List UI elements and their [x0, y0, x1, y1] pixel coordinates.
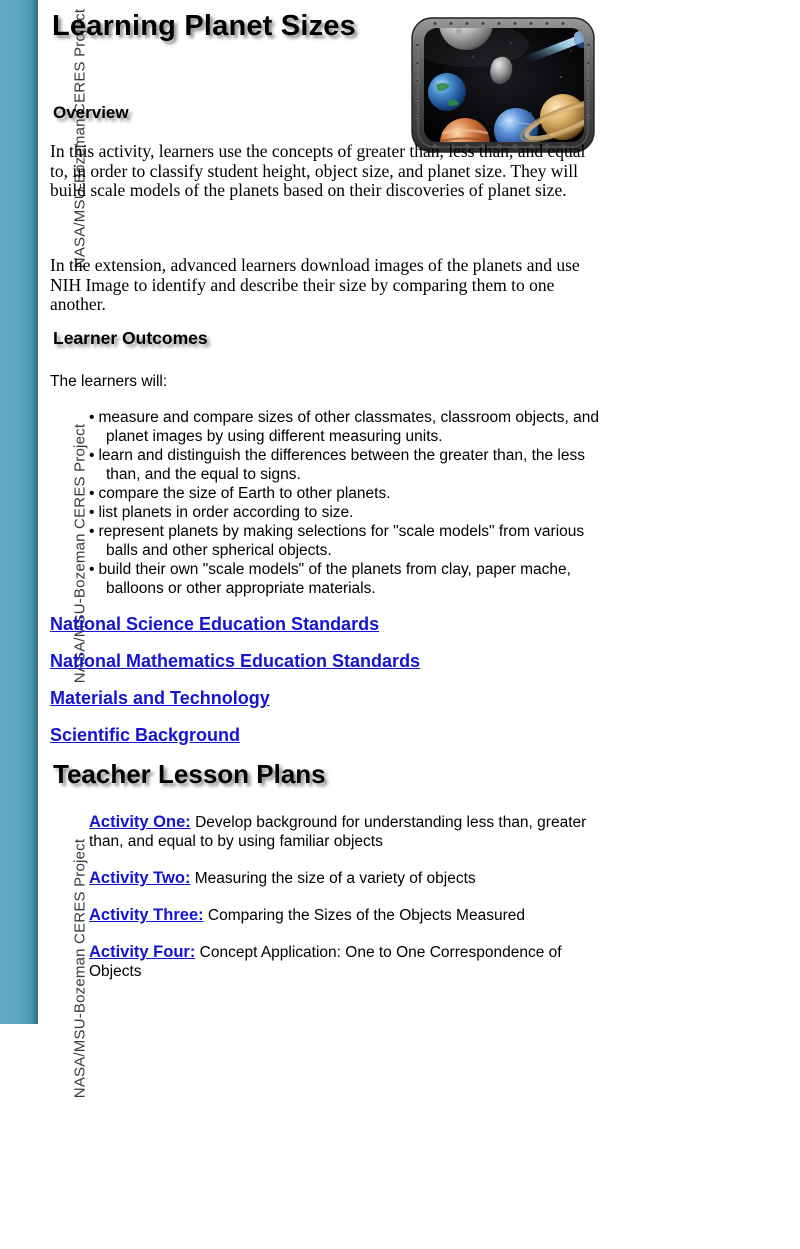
planets-space-scene-image [411, 17, 597, 155]
link-national-science-education-standards[interactable]: National Science Education Standards [50, 614, 380, 634]
overview-paragraph-1: In this activity, learners use the concepts of greater than, less than, and equal to, in order to classify student height, object size, and planet size. They will build scale models of the planets based on their discoveries of planet size. [50, 141, 586, 201]
bullet-icon: • [89, 409, 95, 426]
list-item [89, 522, 609, 560]
activity-row [89, 906, 609, 925]
list-item [89, 503, 609, 522]
overview-paragraph-2: In the extension, advanced learners download images of the planets and use NIH Image to identify and describe their size by comparing them to one another. [50, 255, 580, 315]
teacher-lesson-plans-heading: Teacher Lesson Plans [53, 759, 326, 789]
sidebar-content-gutter [38, 0, 50, 1024]
bullet-icon: • [89, 561, 95, 578]
activity-row [89, 869, 609, 888]
list-item [89, 446, 609, 484]
list-item-text: list planets in order according to size. [98, 504, 354, 521]
sidebar-branding-text-2: NASA/MSU-Bozeman CERES Project [71, 423, 89, 684]
list-item [89, 560, 609, 598]
list-item [89, 484, 609, 503]
list-item-text: build their own "scale models" of the planets from clay, paper mache, balloons or other appropriate materials. [98, 561, 571, 597]
link-scientific-background[interactable]: Scientific Background [50, 725, 241, 745]
page-title: Learning Planet Sizes [52, 10, 356, 42]
list-item [89, 408, 609, 446]
list-item-text: compare the size of Earth to other planets. [98, 485, 391, 502]
main-content [50, 0, 800, 1024]
bullet-icon: • [89, 523, 95, 540]
activities-list [89, 813, 609, 999]
learner-outcomes-list [89, 408, 609, 598]
activity-row [89, 813, 609, 851]
list-item-text: learn and distinguish the differences between the greater than, the less than, and the equal to signs. [98, 447, 585, 483]
learner-outcomes-intro: The learners will: [50, 373, 168, 390]
learner-outcomes-heading: Learner Outcomes [53, 328, 208, 348]
sidebar-strip [0, 0, 89, 1099]
list-item-text: represent planets by making selections for "scale models" from various balls and other spherical objects. [98, 523, 585, 559]
bullet-icon: • [89, 447, 95, 464]
bullet-icon: • [89, 485, 95, 502]
activity-three-description: Comparing the Sizes of the Objects Measured [203, 907, 525, 924]
list-item-text: measure and compare sizes of other classmates, classroom objects, and planet images by using different measuring units. [98, 409, 599, 445]
overview-heading: Overview [53, 103, 129, 122]
bullet-icon: • [89, 504, 95, 521]
activity-row [89, 943, 609, 981]
activity-four-description: Concept Application: One to One Correspondence of Objects [89, 944, 562, 980]
link-activity-four[interactable]: Activity Four: [89, 943, 196, 961]
link-national-mathematics-education-standards[interactable]: National Mathematics Education Standards [50, 651, 421, 671]
link-activity-one[interactable]: Activity One: [89, 813, 191, 831]
vertical-branding-sidebar [0, 0, 89, 1099]
link-materials-and-technology[interactable]: Materials and Technology [50, 688, 270, 708]
activity-one-description: Develop background for understanding less than, greater than, and equal to by using familiar objects [89, 814, 587, 850]
sidebar-branding-text-3: NASA/MSU-Bozeman CERES Project [71, 838, 89, 1099]
sidebar-branding-text-1: NASA/MSU-Bozeman CERES Project [71, 8, 89, 269]
activity-two-description: Measuring the size of a variety of objects [190, 870, 476, 887]
link-activity-two[interactable]: Activity Two: [89, 869, 191, 887]
link-activity-three[interactable]: Activity Three: [89, 906, 204, 924]
